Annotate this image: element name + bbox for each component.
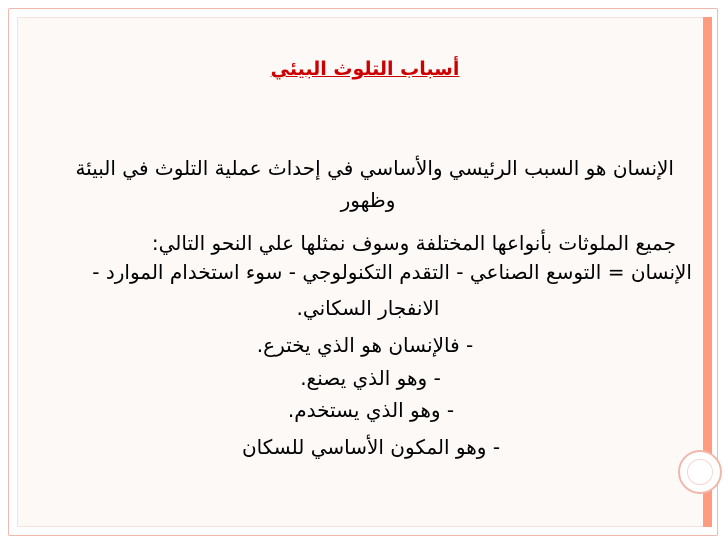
decorative-circle-inner xyxy=(687,459,713,485)
body-line-4: الإنسان = التوسع الصناعي - التقدم التكنولوجي - سوء استخدام الموارد - xyxy=(92,260,692,284)
body-line-9: - وهو المكون الأساسي للسكان xyxy=(241,435,501,459)
body-line-1: الإنسان هو السبب الرئيسي والأساسي في إحداث عملية التلوث في البيئة xyxy=(75,156,674,180)
body-line-7: - وهو الذي يصنع. xyxy=(300,366,441,390)
body-line-6: - فالإنسان هو الذي يخترع. xyxy=(256,333,474,357)
body-line-2: وظهور xyxy=(340,188,396,212)
body-line-3: جميع الملوثات بأنواعها المختلفة وسوف نمثلها علي النحو التالي: xyxy=(151,231,676,255)
body-line-8: - وهو الذي يستخدم. xyxy=(287,398,455,422)
slide-title: أسباب التلوث البيئي xyxy=(270,58,460,80)
body-line-5: الانفجار السكاني. xyxy=(296,296,440,320)
